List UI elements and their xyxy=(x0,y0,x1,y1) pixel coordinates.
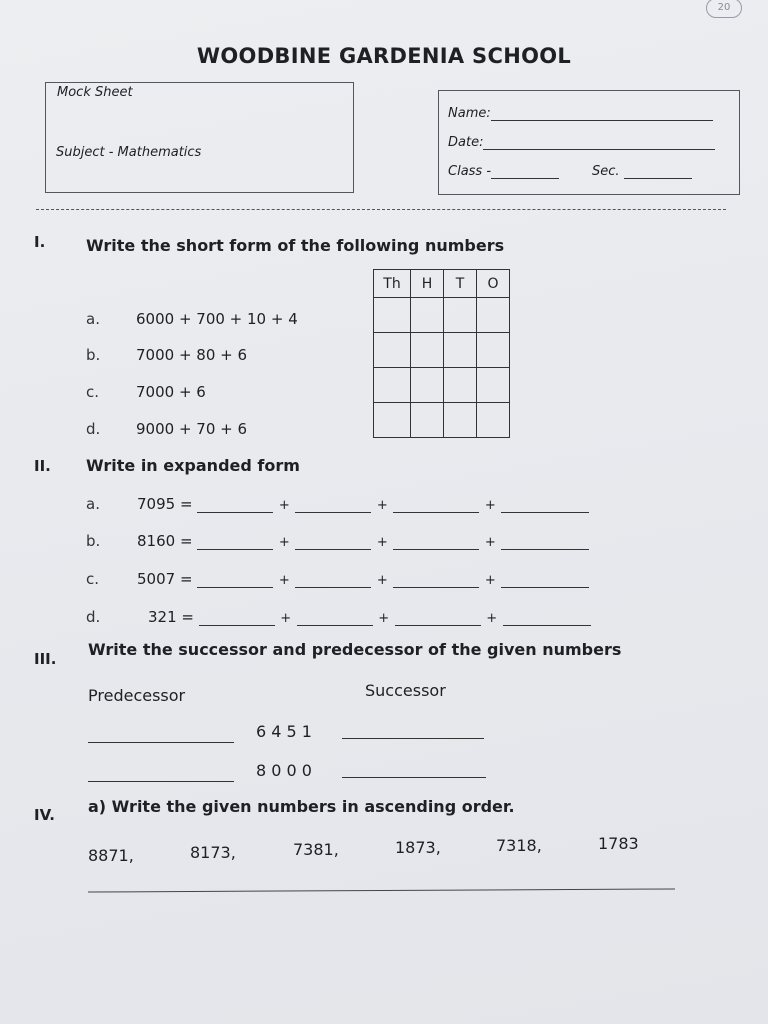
table-cell[interactable] xyxy=(477,333,510,368)
section2-item-a-label: a. xyxy=(86,495,100,513)
table-cell[interactable] xyxy=(374,368,411,403)
plus-sign: + xyxy=(280,611,292,626)
answer-blank[interactable] xyxy=(503,611,591,626)
class-label: Class - xyxy=(448,164,492,179)
table-cell[interactable] xyxy=(444,333,477,368)
section1-item-c-expr: 7000 + 6 xyxy=(136,383,206,401)
plus-sign: + xyxy=(376,573,388,588)
section2-item-b-label: b. xyxy=(86,532,101,550)
section1-item-d-label: d. xyxy=(86,420,101,438)
section1-item-a-label: a. xyxy=(86,310,100,328)
class-field[interactable] xyxy=(448,164,559,179)
header-thousands: Th xyxy=(374,270,411,298)
section4-number: IV. xyxy=(34,806,55,824)
number-item: 7318, xyxy=(496,836,542,855)
page-number: 20 xyxy=(706,0,742,18)
section2-item-b-expr: 8160 = xyxy=(137,532,193,550)
plus-sign: + xyxy=(278,535,290,550)
predecessor-blank[interactable] xyxy=(88,767,234,782)
answer-blank[interactable] xyxy=(501,498,589,513)
school-name: WOODBINE GARDENIA SCHOOL xyxy=(196,44,572,68)
table-cell[interactable] xyxy=(477,368,510,403)
answer-blank[interactable] xyxy=(197,535,273,550)
dashed-divider xyxy=(36,209,726,210)
table-row xyxy=(374,333,510,368)
section2-item-b-row xyxy=(137,532,589,550)
subject-label: Subject - Mathematics xyxy=(56,145,202,160)
table-cell[interactable] xyxy=(444,368,477,403)
header-hundreds: H xyxy=(411,270,444,298)
answer-blank[interactable] xyxy=(297,611,373,626)
date-field[interactable] xyxy=(448,135,715,150)
header-tens: T xyxy=(444,270,477,298)
sec-blank[interactable] xyxy=(624,178,692,179)
answer-blank[interactable] xyxy=(295,573,371,588)
date-blank[interactable] xyxy=(483,149,715,150)
answer-blank[interactable] xyxy=(295,498,371,513)
table-cell[interactable] xyxy=(374,403,411,438)
plus-sign: + xyxy=(484,535,496,550)
given-number: 8 0 0 0 xyxy=(256,761,312,780)
plus-sign: + xyxy=(484,498,496,513)
successor-blank[interactable] xyxy=(342,724,484,739)
section1-item-c-label: c. xyxy=(86,383,100,401)
section2-item-a-row xyxy=(137,495,589,513)
plus-sign: + xyxy=(376,535,388,550)
number-item: 1873, xyxy=(395,838,441,857)
section2-item-d-label: d. xyxy=(86,608,101,626)
section1-item-b-expr: 7000 + 80 + 6 xyxy=(136,346,248,364)
plus-sign: + xyxy=(378,611,390,626)
answer-blank[interactable] xyxy=(501,573,589,588)
place-value-table xyxy=(373,269,510,438)
table-cell[interactable] xyxy=(411,333,444,368)
section1-item-a-expr: 6000 + 700 + 10 + 4 xyxy=(136,310,298,328)
answer-blank[interactable] xyxy=(395,611,481,626)
given-number: 6 4 5 1 xyxy=(256,722,312,741)
successor-label: Successor xyxy=(365,681,446,700)
number-item: 1783 xyxy=(598,834,639,853)
answer-blank[interactable] xyxy=(393,573,479,588)
plus-sign: + xyxy=(484,573,496,588)
section4-question: a) Write the given numbers in ascending order. xyxy=(88,797,515,816)
number-item: 8871, xyxy=(88,846,134,865)
answer-blank[interactable] xyxy=(197,498,273,513)
answer-blank[interactable] xyxy=(393,535,479,550)
section2-item-d-row xyxy=(148,608,591,626)
table-cell[interactable] xyxy=(444,403,477,438)
number-item: 8173, xyxy=(190,843,236,862)
mock-sheet-label: Mock Sheet xyxy=(57,85,133,100)
answer-blank[interactable] xyxy=(501,535,589,550)
answer-blank[interactable] xyxy=(199,611,275,626)
table-cell[interactable] xyxy=(411,368,444,403)
table-row xyxy=(374,368,510,403)
class-blank[interactable] xyxy=(491,178,559,179)
section1-item-d-expr: 9000 + 70 + 6 xyxy=(136,420,248,438)
predecessor-label: Predecessor xyxy=(88,686,186,705)
sec-field[interactable] xyxy=(592,164,692,179)
plus-sign: + xyxy=(278,498,290,513)
date-label: Date: xyxy=(448,135,484,150)
table-row xyxy=(374,403,510,438)
section2-item-c-label: c. xyxy=(86,570,100,588)
section1-number: I. xyxy=(34,233,46,251)
place-value-header-row xyxy=(374,270,510,298)
table-cell[interactable] xyxy=(477,403,510,438)
table-cell[interactable] xyxy=(374,333,411,368)
table-cell[interactable] xyxy=(411,298,444,333)
section2-number: II. xyxy=(34,457,51,475)
name-field[interactable] xyxy=(448,106,713,121)
answer-blank[interactable] xyxy=(295,535,371,550)
number-item: 7381, xyxy=(293,840,339,859)
successor-blank[interactable] xyxy=(342,763,486,778)
sec-label: Sec. xyxy=(592,164,620,179)
section2-item-d-expr: 321 = xyxy=(148,608,194,626)
section1-question: Write the short form of the following numbers xyxy=(86,236,505,255)
name-blank[interactable] xyxy=(491,120,713,121)
plus-sign: + xyxy=(376,498,388,513)
section2-item-c-expr: 5007 = xyxy=(137,570,193,588)
table-cell[interactable] xyxy=(477,298,510,333)
table-cell[interactable] xyxy=(374,298,411,333)
plus-sign: + xyxy=(278,573,290,588)
name-label: Name: xyxy=(448,106,491,121)
header-ones: O xyxy=(477,270,510,298)
plus-sign: + xyxy=(486,611,498,626)
section3-question: Write the successor and predecessor of the given numbers xyxy=(88,640,622,659)
section2-item-a-expr: 7095 = xyxy=(137,495,193,513)
section2-question: Write in expanded form xyxy=(86,456,300,475)
table-row xyxy=(374,298,510,333)
table-cell[interactable] xyxy=(411,403,444,438)
table-cell[interactable] xyxy=(444,298,477,333)
answer-blank[interactable] xyxy=(197,573,273,588)
section1-item-b-label: b. xyxy=(86,346,101,364)
section2-item-c-row xyxy=(137,570,589,588)
answer-blank[interactable] xyxy=(393,498,479,513)
answer-line[interactable] xyxy=(88,888,675,892)
section3-number: III. xyxy=(34,650,57,668)
predecessor-blank[interactable] xyxy=(88,728,234,743)
